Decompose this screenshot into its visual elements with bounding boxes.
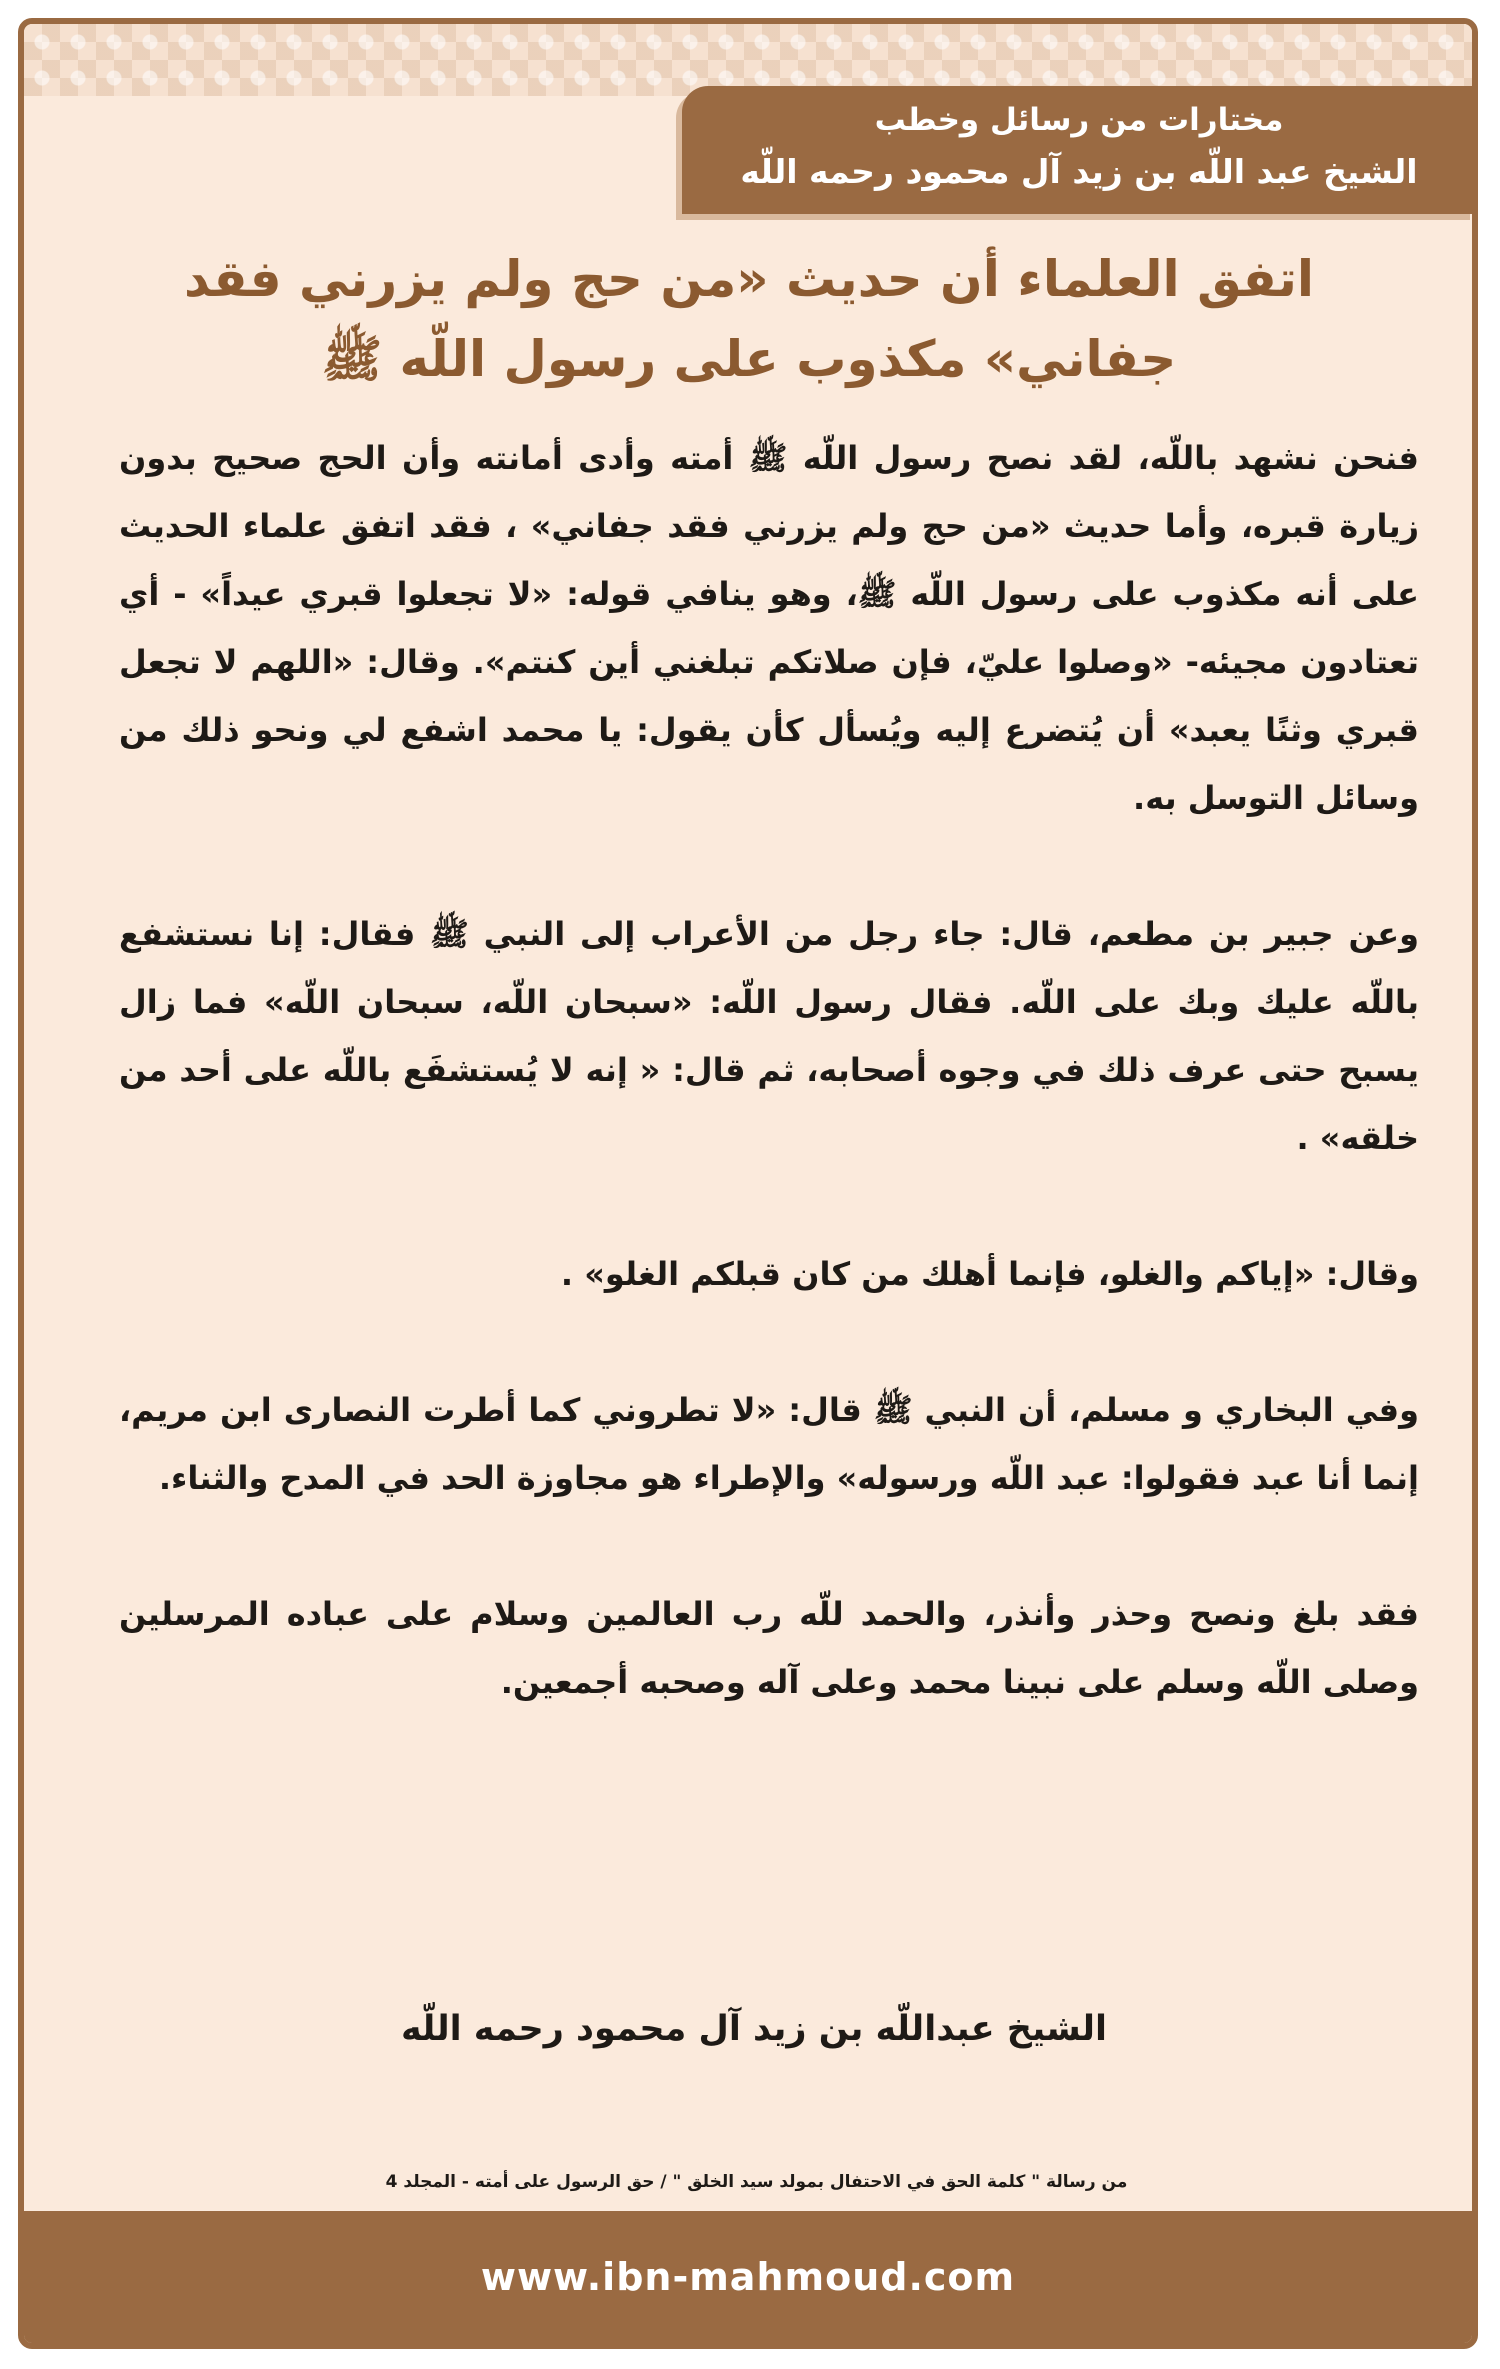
paragraph: فنحن نشهد باللّه، لقد نصح رسول اللّه ﷺ أمته وأدى أمانته وأن الحج صحيح بدون زيارة قبره، وأما حديث «من حج ولم يزرني فقد جفاني» ، فقد اتفق علماء الحديث على أنه مكذوب على رسول اللّه ﷺ، وهو ينافي قوله: «لا تجعلوا قبري عيداً» - أي تعتادون مجيئه- «وصلوا عليّ، فإن صلاتكم تبلغني أين كنتم». وقال: «اللهم لا تجعل قبري وثنًا يعبد» أن يُتضرع إليه ويُسأل كأن يقول: يا محمد اشفع لي ونحو ذلك من وسائل التوسل به.: [119, 439, 1419, 817]
paragraph: وقال: «إياكم والغلو، فإنما أهلك من كان قبلكم الغلو» .: [560, 1255, 1419, 1293]
paragraph: فقد بلغ ونصح وحذر وأنذر، والحمد للّه رب العالمين وسلام على عباده المرسلين وصلى اللّه وسلم على نبينا محمد وعلى آله وصحبه أجمعين.: [119, 1595, 1419, 1701]
banner-series-title: مختارات من رسائل وخطب: [874, 102, 1284, 138]
article-title: اتفق العلماء أن حديث «من حج ولم يزرني فقد جفاني» مكذوب على رسول اللّه ﷺ: [183, 250, 1315, 388]
paragraph: وفي البخاري و مسلم، أن النبي ﷺ قال: «لا تطروني كما أطرت النصارى ابن مريم، إنما أنا عبد فقولوا: عبد اللّه ورسوله» والإطراء هو مجاوزة الحد في المدح والثناء.: [119, 1391, 1419, 1497]
banner-author-name: الشيخ عبد اللّه بن زيد آل محمود رحمه اللّه: [740, 152, 1418, 191]
paragraph: وعن جبير بن مطعم، قال: جاء رجل من الأعراب إلى النبي ﷺ فقال: إنا نستشفع باللّه عليك وبك على اللّه. فقال رسول اللّه: «سبحان اللّه، سبحان اللّه» فما زال يسبح حتى عرف ذلك في وجوه أصحابه، ثم قال: « إنه لا يُستشفَع باللّه على أحد من خلقه» .: [119, 915, 1419, 1157]
author-signature: الشيخ عبداللّه بن زيد آل محمود رحمه اللّه: [400, 2009, 1108, 2049]
header-banner: [682, 86, 1476, 214]
source-citation: من رسالة " كلمة الحق في الاحتفال بمولد سيد الخلق " / حق الرسول على أمته - المجلد 4: [385, 2172, 1128, 2192]
footer-bar: [24, 2211, 1472, 2343]
page-frame: [18, 18, 1478, 2349]
website-link[interactable]: www.ibn-mahmoud.com: [480, 2255, 1016, 2299]
article-body: [119, 424, 1419, 1784]
